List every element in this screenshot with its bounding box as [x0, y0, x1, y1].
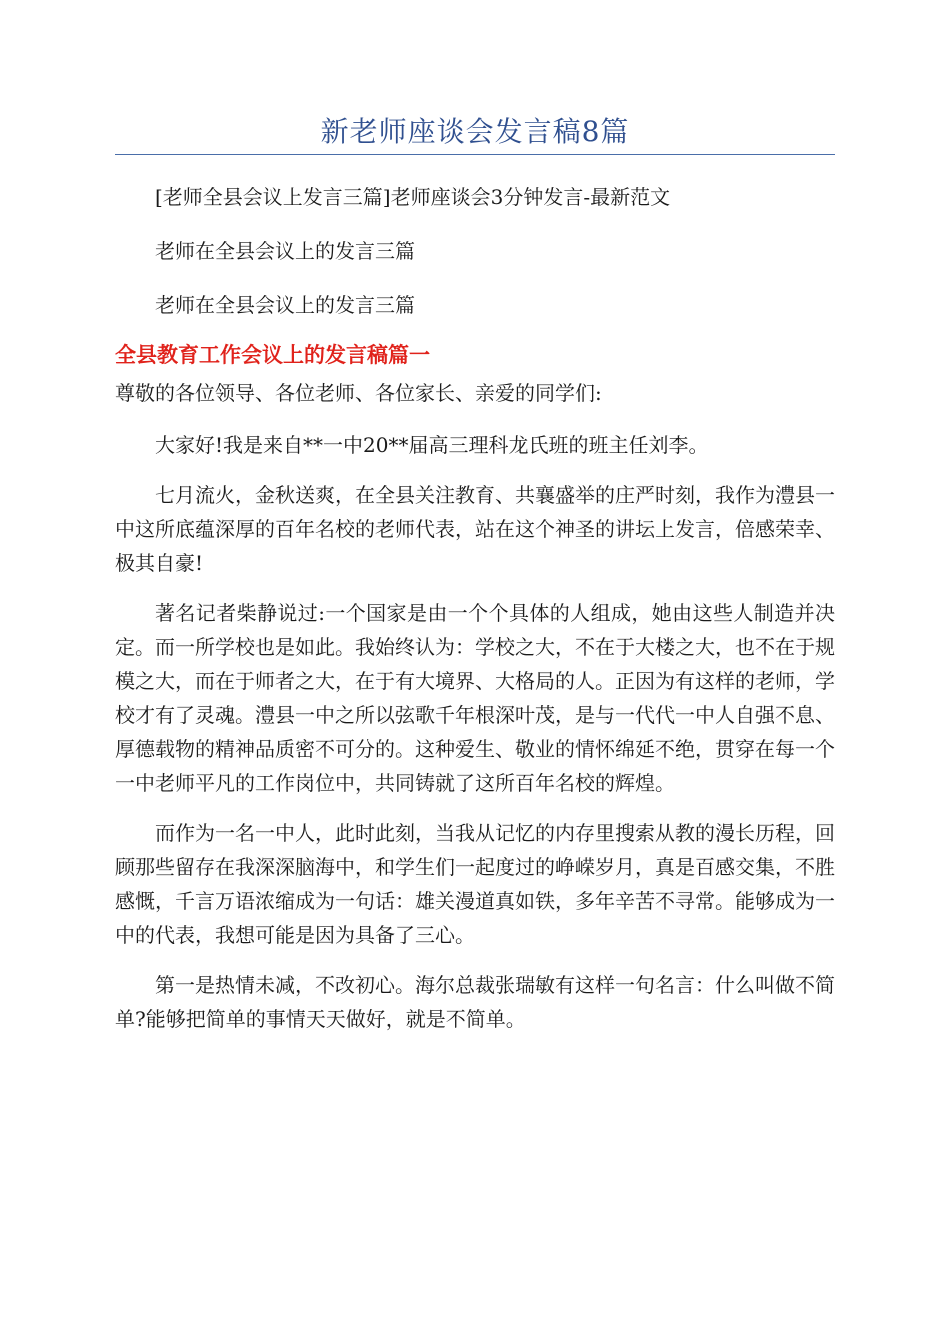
intro-line-1: [老师全县会议上发言三篇]老师座谈会3分钟发言-最新范文: [155, 185, 671, 209]
document-body: [115, 170, 835, 1044]
title-underline: [115, 154, 835, 155]
paragraph-4: 而作为一名一中人，此时此刻，当我从记忆的内存里搜索从教的漫长历程，回顾那些留存在我深深脑海中，和学生们一起度过的峥嵘岁月，真是百感交集，不胜感慨，千言万语浓缩成为一句话：雄关漫道真如铁，多年辛苦不寻常。能够成为一中的代表，我想可能是因为具备了三心。: [115, 821, 835, 947]
paragraph-2: 七月流火，金秋送爽，在全县关注教育、共襄盛举的庄严时刻，我作为澧县一中这所底蕴深厚的百年名校的老师代表，站在这个神圣的讲坛上发言，倍感荣幸、极其自豪!: [115, 483, 835, 575]
paragraph-1: 大家好!我是来自**一中20**届高三理科龙氏班的班主任刘李。: [155, 433, 709, 457]
intro-line-3: 老师在全县会议上的发言三篇: [155, 293, 415, 317]
paragraph-5: 第一是热情未减，不改初心。海尔总裁张瑞敏有这样一句名言：什么叫做不简单?能够把简单的事情天天做好，就是不简单。: [115, 973, 835, 1031]
intro-line-2: 老师在全县会议上的发言三篇: [155, 239, 415, 263]
document-title: 新老师座谈会发言稿8篇: [320, 115, 630, 148]
section-heading: 全县教育工作会议上的发言稿篇一: [115, 343, 430, 367]
paragraph-3: 著名记者柴静说过:一个国家是由一个个具体的人组成，她由这些人制造并决定。而一所学校也是如此。我始终认为：学校之大，不在于大楼之大，也不在于规模之大，而在于师者之大，在于有大境界、大格局的人。正因为有这样的老师，学校才有了灵魂。澧县一中之所以弦歌千年根深叶茂，是与一代代一中人自强不息、厚德载物的精神品质密不可分的。这种爱生、敬业的情怀绵延不绝，贯穿在每一个一中老师平凡的工作岗位中，共同铸就了这所百年名校的辉煌。: [115, 601, 835, 795]
greeting: 尊敬的各位领导、各位老师、各位家长、亲爱的同学们:: [115, 381, 602, 405]
